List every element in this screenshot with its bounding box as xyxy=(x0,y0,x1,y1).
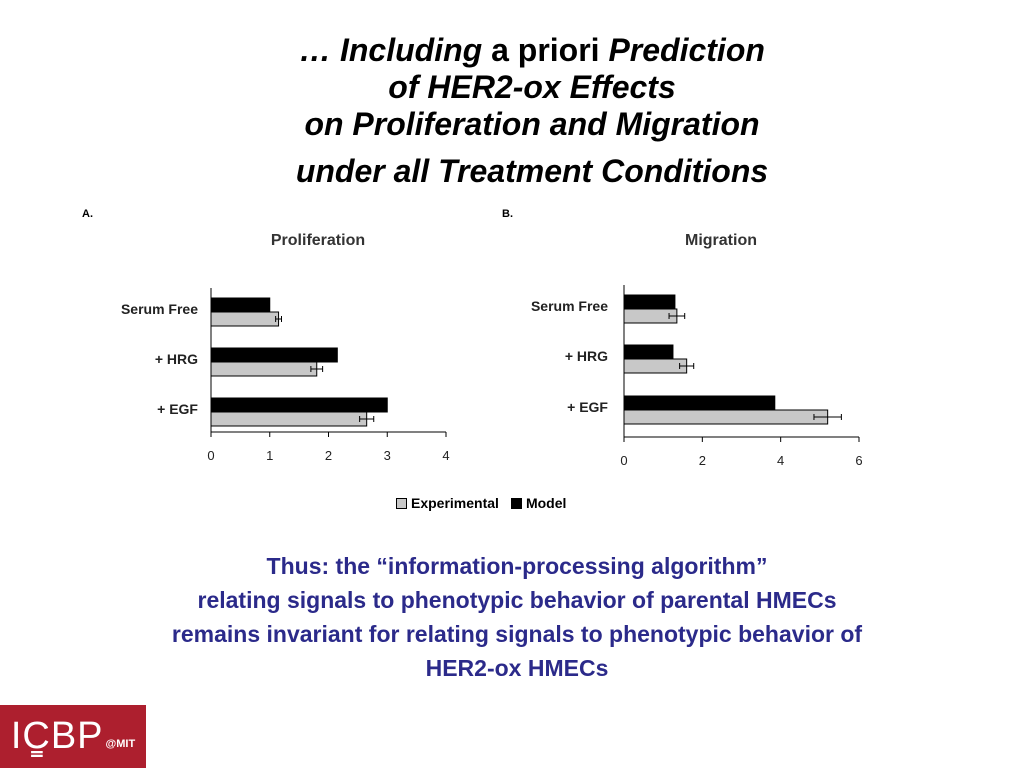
chart-legend xyxy=(396,495,578,511)
proliferation-category-label: + HRG xyxy=(154,351,198,367)
conclusion-line-4: HER2-ox HMECs xyxy=(425,655,609,681)
conclusion-line-2: relating signals to phenotypic behavior of parental HMECs xyxy=(197,587,837,613)
legend-swatch-experimental xyxy=(396,498,407,509)
migration-category-label: Serum Free xyxy=(530,298,608,314)
title-part-a-priori: a priori xyxy=(482,32,609,68)
legend-label-model: Model xyxy=(525,495,567,511)
proliferation-bar-experimental xyxy=(211,362,317,376)
proliferation-category-label: + EGF xyxy=(157,401,198,417)
title-part-including: … Including xyxy=(299,32,483,68)
migration-x-tick-label: 4 xyxy=(777,453,785,468)
migration-bar-experimental xyxy=(624,410,828,424)
conclusion-text xyxy=(30,549,1004,685)
conclusion-line-1: Thus: the “information-processing algorithm” xyxy=(266,553,768,579)
legend-item-model xyxy=(511,495,566,511)
proliferation-x-tick-label: 0 xyxy=(207,448,215,463)
icbp-mit-logo xyxy=(0,705,146,768)
migration-category-label: + EGF xyxy=(567,399,608,415)
migration-bar-model xyxy=(624,295,675,309)
proliferation-bar-model xyxy=(211,298,270,312)
proliferation-x-tick-label: 3 xyxy=(383,448,391,463)
proliferation-bar-model xyxy=(211,398,387,412)
proliferation-bar-experimental xyxy=(211,312,279,326)
migration-x-tick-label: 2 xyxy=(698,453,706,468)
legend-label-experimental: Experimental xyxy=(411,495,499,511)
panel-label-a: A. xyxy=(82,208,93,220)
panel-label-b: B. xyxy=(502,208,513,220)
proliferation-x-tick-label: 1 xyxy=(266,448,274,463)
migration-x-tick-label: 6 xyxy=(855,453,863,468)
proliferation-bar-experimental xyxy=(211,412,367,426)
migration-bar-model xyxy=(624,345,673,359)
logo-text: IC̳BP xyxy=(10,715,104,757)
proliferation-category-label: Serum Free xyxy=(120,301,198,317)
proliferation-chart-title: Proliferation xyxy=(270,232,366,249)
migration-category-label: + HRG xyxy=(564,348,608,364)
migration-bar-experimental xyxy=(624,359,687,373)
title-part-prediction: Prediction xyxy=(608,32,765,68)
migration-chart-title: Migration xyxy=(685,232,757,249)
logo-subtext: @MIT xyxy=(105,737,136,750)
title-line-2: of HER2-ox Effects xyxy=(388,69,676,105)
title-line-3: on Proliferation and Migration xyxy=(304,106,760,142)
migration-bar-model xyxy=(624,396,775,410)
title-line-4: under all Treatment Conditions xyxy=(295,153,769,189)
proliferation-x-tick-label: 2 xyxy=(324,448,333,463)
legend-item-experimental xyxy=(396,495,499,511)
proliferation-x-tick-label: 4 xyxy=(442,448,450,463)
proliferation-bar-model xyxy=(211,348,337,362)
migration-x-tick-label: 0 xyxy=(620,453,628,468)
legend-swatch-model xyxy=(511,498,522,509)
conclusion-line-3: remains invariant for relating signals to phenotypic behavior of xyxy=(171,621,863,647)
